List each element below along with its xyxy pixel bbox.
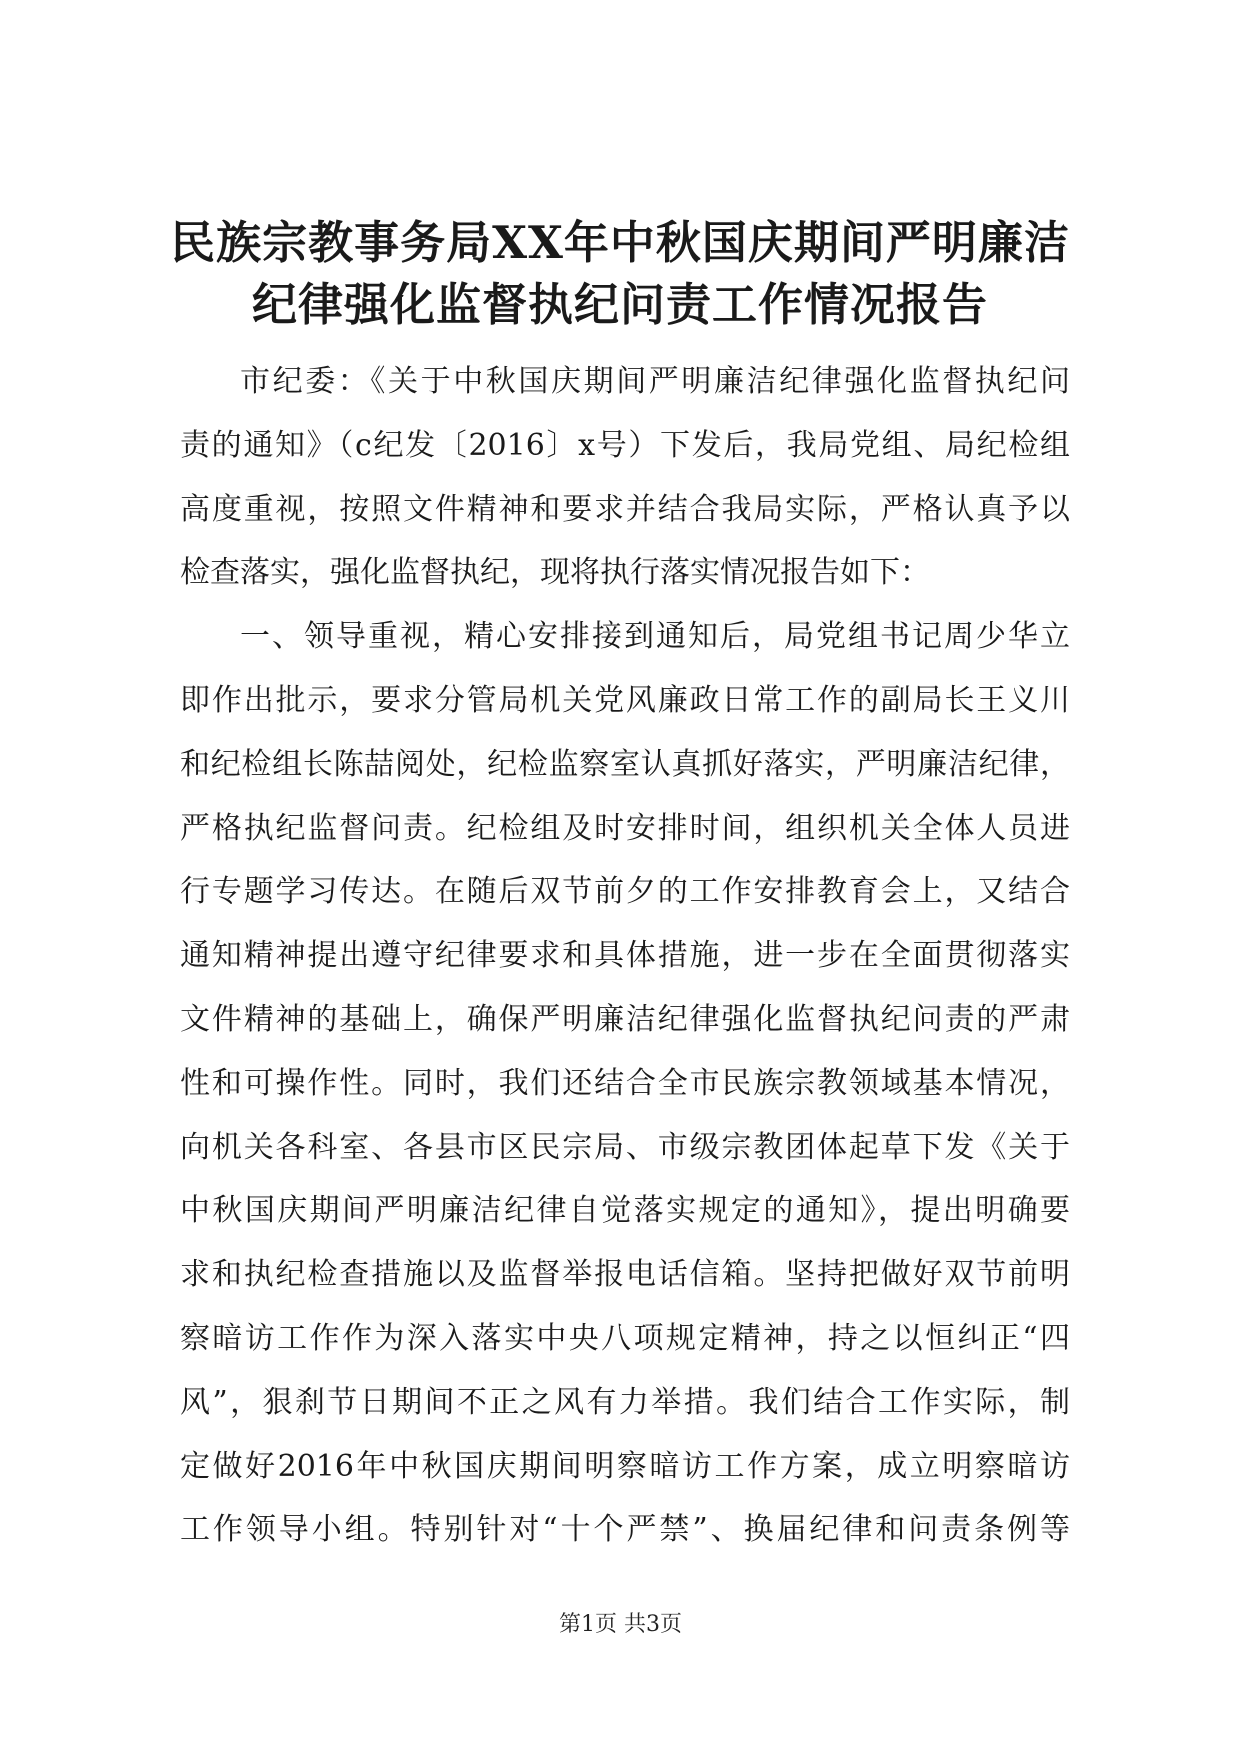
- paragraph-line: 定做好2016年中秋国庆期间明察暗访工作方案，成立明察暗访: [180, 1448, 1070, 1484]
- paragraph-line: 中秋国庆期间严明廉洁纪律自觉落实规定的通知》，提出明确要: [180, 1193, 1070, 1229]
- paragraph-line: 市纪委：《关于中秋国庆期间严明廉洁纪律强化监督执纪问: [240, 364, 1070, 399]
- paragraph-2: [180, 605, 1070, 1562]
- paragraph-line: 求和执纪检查措施以及监督举报电话信箱。坚持把做好双节前明: [180, 1257, 1070, 1293]
- paragraph-line: 行专题学习传达。在随后双节前夕的工作安排教育会上，又结合: [180, 874, 1070, 910]
- paragraph-line: 工作领导小组。特别针对“十个严禁”、换届纪律和问责条例等: [180, 1512, 1070, 1548]
- document-title: [150, 212, 1090, 336]
- paragraph-line: 一、领导重视，精心安排接到通知后，局党组书记周少华立: [240, 619, 1070, 655]
- title-line-1: 民族宗教事务局XX年中秋国庆期间严明廉洁: [170, 216, 1070, 269]
- paragraph-line: 性和可操作性。同时，我们还结合全市民族宗教领域基本情况，: [180, 1065, 1070, 1101]
- paragraph-line: 向机关各科室、各县市区民宗局、市级宗教团体起草下发《关于: [180, 1129, 1070, 1165]
- paragraph-line: 察暗访工作作为深入落实中央八项规定精神，持之以恒纠正“四: [180, 1320, 1070, 1356]
- paragraph-line: 即作出批示，要求分管局机关党风廉政日常工作的副局长王义川: [180, 682, 1070, 718]
- paragraph-line: 文件精神的基础上，确保严明廉洁纪律强化监督执纪问责的严肃: [180, 1001, 1070, 1037]
- paragraph-1: [180, 350, 1070, 605]
- paragraph-line: 风”，狠刹节日期间不正之风有力举措。我们结合工作实际，制: [180, 1384, 1070, 1420]
- paragraph-line: 高度重视，按照文件精神和要求并结合我局实际，严格认真予以: [180, 491, 1070, 527]
- paragraph-line: 通知精神提出遵守纪律要求和具体措施，进一步在全面贯彻落实: [180, 938, 1070, 974]
- title-line-2: 纪律强化监督执纪问责工作情况报告: [251, 278, 988, 331]
- paragraph-line: 严格执纪监督问责。纪检组及时安排时间，组织机关全体人员进: [180, 810, 1070, 846]
- paragraph-line: 检查落实，强化监督执纪，现将执行落实情况报告如下：: [180, 555, 930, 591]
- page-number-footer: 第1页 共3页: [559, 1612, 682, 1637]
- paragraph-line: 和纪检组长陈喆阅处，纪检监察室认真抓好落实，严明廉洁纪律，: [180, 746, 1070, 782]
- paragraph-line: 责的通知》（c纪发〔2016〕x号）下发后，我局党组、局纪检组: [180, 427, 1070, 463]
- document-body: [180, 350, 1070, 1562]
